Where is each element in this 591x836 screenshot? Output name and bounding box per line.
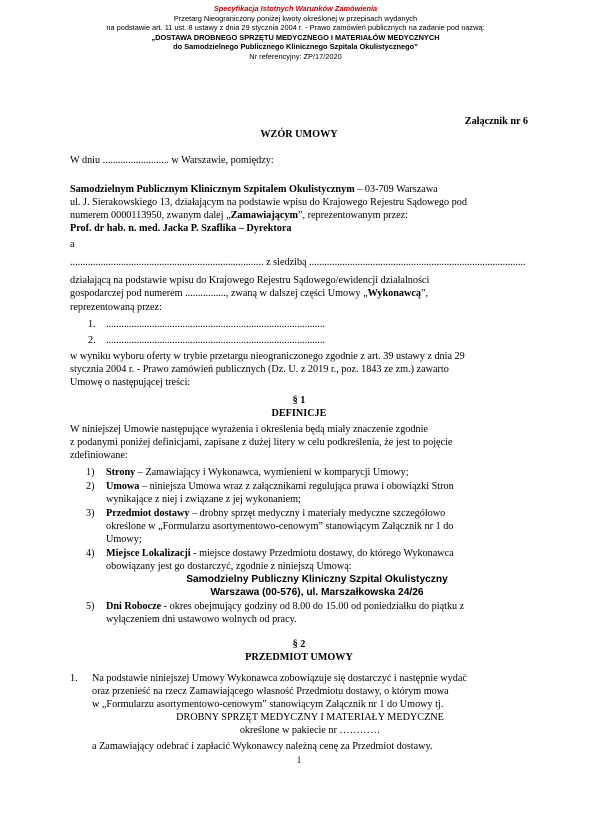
header-line-3: „DOSTAWA DROBNEGO SPRZĘTU MEDYCZNEGO I MATERIAŁÓW MEDYCZNYCH (151, 32, 440, 42)
section-1-intro-line-3: zdefiniowane: (70, 450, 128, 461)
definition-3-text: – drobny sprzęt medyczny i materiały medyczne szczegółowo (189, 508, 446, 519)
definition-3-term: Przedmiot dostawy (106, 508, 190, 519)
section-2-item-1-number: 1. (70, 673, 78, 684)
section-1-intro-line-2: z podanymi poniżej definicjami, zapisane z dużej litery w celu podkreślenia, że jest to pojęcie (70, 437, 453, 448)
definition-2-text: – niniejsza Umowa wraz z załącznikami regulująca prawa i obowiązki Stron (139, 481, 454, 492)
definition-2-continuation: wynikające z niej i związane z jej wykonaniem; (106, 494, 301, 505)
reg-line-2-c: ”, (421, 288, 429, 299)
definition-2-number: 2) (86, 481, 95, 492)
definition-5-term: Dni Robocze (106, 601, 162, 612)
definition-5 (106, 600, 464, 613)
contractor-registration-line-2 (70, 287, 528, 300)
section-1-number: § 1 (292, 395, 306, 406)
definition-2-term: Umowa (106, 481, 140, 492)
header-line-4: do Samodzielnego Publicznego Klinicznego Szpitala Okulistycznego” (173, 42, 418, 52)
party1-line-2: ul. J. Sierakowskiego 13, działającym na podstawie wpisu do Krajowego Rejestru Sądowego pod (70, 197, 467, 208)
representative-1-number: 1. (88, 319, 96, 330)
header-reference-number: Nr referencyjny: ZP/17/2020 (249, 51, 342, 61)
definition-4-continuation: obowiązany jest go dostarczyć, zgodnie z niniejszą Umową: (106, 561, 352, 572)
definition-1 (106, 466, 409, 479)
represented-by: reprezentowaną przez: (70, 302, 162, 313)
delivery-address-line-2: Warszawa (00-576), ul. Marszałkowska 24/26 (210, 587, 424, 598)
section-2-line-4: DROBNY SPRZĘT MEDYCZNY I MATERIAŁY MEDYCZNE (176, 712, 444, 723)
document-title: WZÓR UMOWY (260, 129, 338, 140)
definition-1-number: 1) (86, 467, 95, 478)
section-2-line-1: Na podstawie niniejszej Umowy Wykonawca zobowiązuje się dostarczyć i następnie wydać (92, 673, 467, 684)
definition-3-number: 3) (86, 508, 95, 519)
selection-result-line-3: Umowę o następującej treści: (70, 377, 191, 388)
definition-4-text: - miejsce dostawy Przedmiotu dostawy, do którego Wykonawca (190, 548, 454, 559)
party1-line-3 (70, 209, 528, 222)
contractor-registration-line-1: działającą na podstawie wpisu do Krajowego Rejestru Sądowego/ewidencji działalności (70, 275, 430, 286)
definition-3 (106, 507, 445, 520)
selection-result-line-2: stycznia 2004 r. - Prawo zamówień publicznych (Dz. U. z 2019 r., poz. 1843 ze zm.) zawarto (70, 364, 449, 375)
definition-3-continuation-2: Umowy; (106, 534, 142, 545)
section-1-intro-line-1: W niniejszej Umowie następujące wyrażenia i określenia będą miały znaczenie zgodnie (70, 424, 428, 435)
definition-5-continuation: wyłączeniem dni ustawowo wolnych od pracy. (106, 614, 297, 625)
section-2-line-2: oraz przenieść na rzecz Zamawiającego własność Przedmiotu dostawy, o którym mowa (92, 686, 449, 697)
definition-4 (106, 547, 454, 560)
representative-2-number: 2. (88, 335, 96, 346)
delivery-address-line-1: Samodzielny Publiczny Kliniczny Szpital Okulistyczny (186, 574, 448, 585)
definition-3-continuation: określone w „Formularzu asortymentowo-cenowym” stanowiącym Załącznik nr 1 do (106, 521, 454, 532)
contractor-seat-line: ............................................................................ z siedzibą ..................................................................................... (70, 257, 526, 268)
section-2-number: § 2 (292, 639, 306, 650)
definition-5-number: 5) (86, 601, 95, 612)
page-number: 1 (296, 755, 302, 765)
header-line-1: Przetarg Nieograniczony poniżej kwoty określonej w przepisach wydanych (173, 13, 418, 23)
reg-line-2-a: gospodarczej pod numerem ................, zwaną w dalszej części Umowy „ (70, 288, 368, 299)
section-2-title: PRZEDMIOT UMOWY (245, 652, 353, 663)
definition-4-number: 4) (86, 548, 95, 559)
selection-result-line-1: w wyniku wyboru oferty w trybie przetargu nieograniczonego zgodnie z art. 39 ustawy z dnia 29 (70, 351, 465, 362)
section-1-title: DEFINICJE (271, 408, 327, 419)
representative-2-blank: ...................................................................................... (106, 335, 326, 346)
contractor-alias: Wykonawcą (367, 288, 422, 299)
attachment-label: Załącznik nr 6 (464, 116, 528, 127)
conjunction-a: a (70, 239, 75, 250)
definition-1-text: – Zamawiający i Wykonawca, wymienieni w komparycji Umowy; (135, 467, 409, 478)
director-line: Prof. dr hab. n. med. Jacka P. Szaflika – Dyrektora (70, 223, 292, 234)
representative-1-blank: ...................................................................................... (106, 319, 326, 330)
date-line: W dniu .......................... w Warszawie, pomiędzy: (70, 155, 274, 166)
header-line-2: na podstawie art. 11 ust. 8 ustawy z dnia 29 stycznia 2004 r. - Prawo zamówień publicznych na zadanie pod nazwą: (106, 23, 485, 33)
party1-line-3-a: numerem 0000113950, zwanym dalej „ (70, 210, 231, 221)
spec-header (60, 4, 531, 62)
definition-5-text: - okres obejmujący godziny od 8.00 do 15.00 od poniedziałku do piątku z (161, 601, 465, 612)
section-2-line-6: a Zamawiający odebrać i zapłacić Wykonawcy należną cenę za Przedmiot dostawy. (92, 741, 433, 752)
definition-4-term: Miejsce Lokalizacji (106, 548, 191, 559)
section-2-line-5: określone w pakiecie nr ………… (239, 725, 381, 736)
party1-address: – 03-709 Warszawa (354, 184, 438, 195)
party1-line (70, 183, 528, 196)
party1-line-3-c: ”, reprezentowanym przez: (297, 210, 408, 221)
party1-name: Samodzielnym Publicznym Klinicznym Szpitalem Okulistycznym (70, 184, 355, 195)
party1-alias: Zamawiającym (230, 210, 298, 221)
section-2-line-3: w „Formularzu asortymentowo-cenowym” stanowiącym Załącznik nr 1 do Umowy tj. (92, 699, 444, 710)
definition-1-term: Strony (106, 467, 136, 478)
definition-2 (106, 480, 454, 493)
header-title: Specyfikacja Istotnych Warunków Zamówienia (213, 4, 378, 13)
